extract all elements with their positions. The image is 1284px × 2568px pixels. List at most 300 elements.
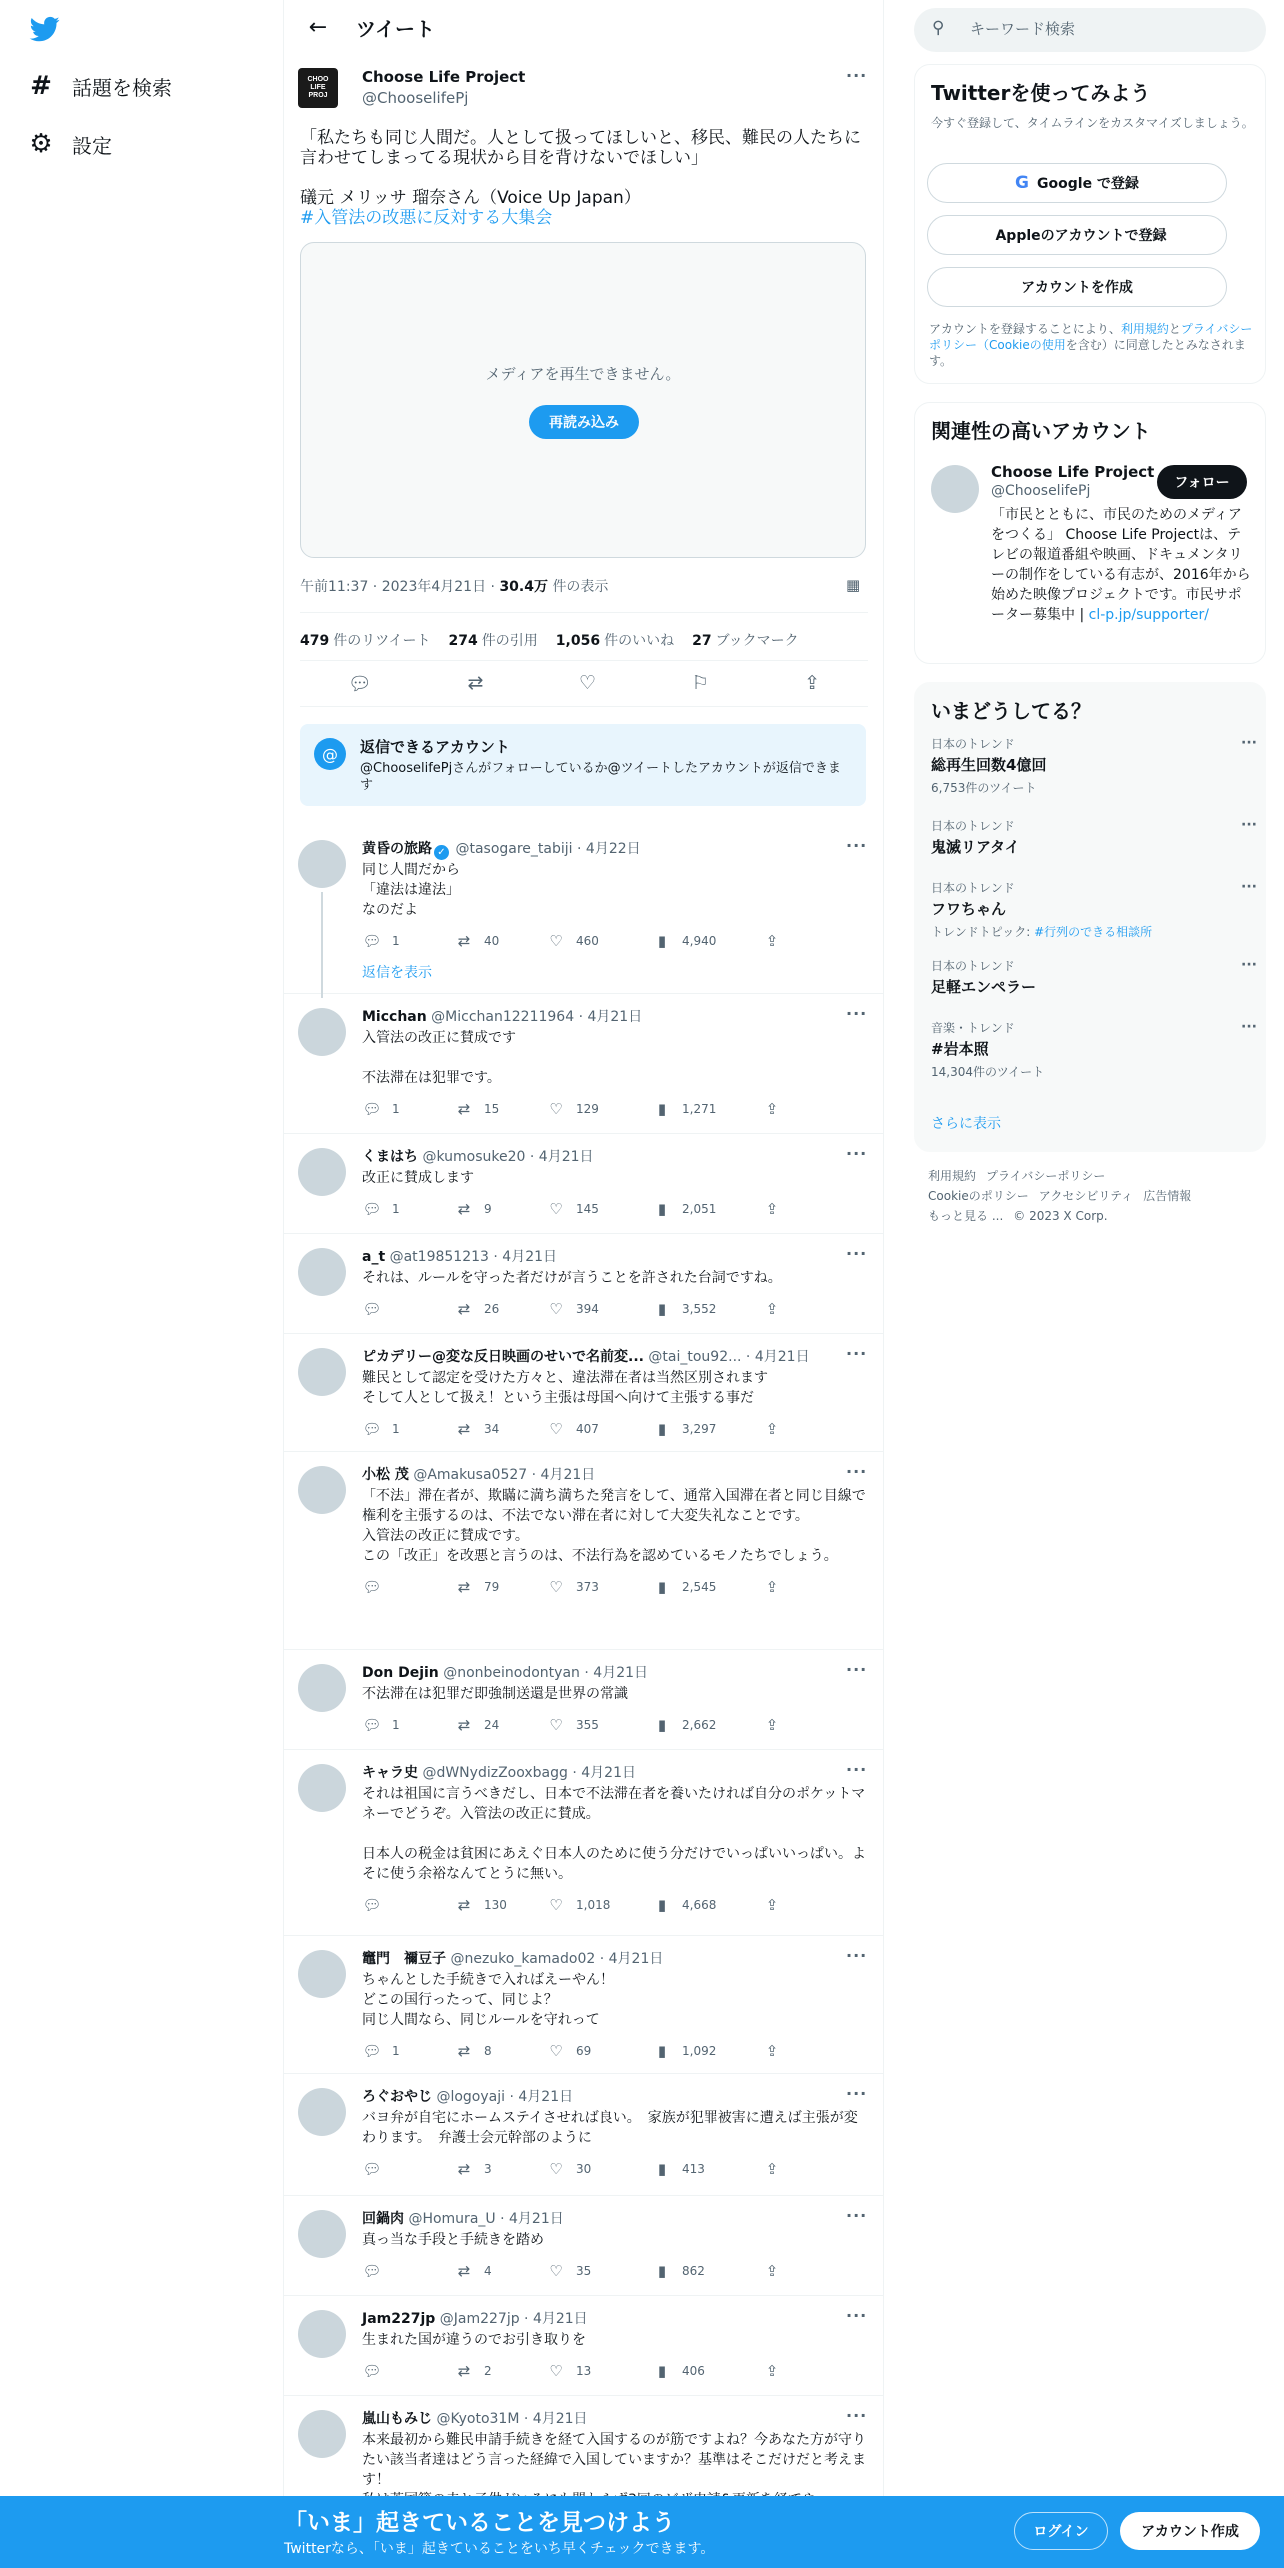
- like-action-count: 407: [576, 1422, 599, 1436]
- share-action[interactable]: [762, 1716, 782, 1734]
- share-action[interactable]: [762, 932, 782, 950]
- reply-action[interactable]: [362, 2042, 400, 2060]
- reply-date[interactable]: 4月21日: [532, 2411, 588, 2427]
- reply-separator: ·: [519, 2311, 533, 2327]
- reply-author-handle[interactable]: @Amakusa0527: [413, 1467, 528, 1483]
- author-avatar[interactable]: [298, 68, 338, 108]
- views-action-count: 2,662: [682, 1718, 717, 1732]
- reply-icon: 💬︎: [362, 2262, 382, 2280]
- share-icon: ⇪: [765, 1100, 779, 1118]
- twitter-logo-icon[interactable]: [28, 14, 62, 44]
- trend-category: 日本のトレンド: [931, 881, 1015, 895]
- reply-action-count: 1: [392, 2044, 400, 2058]
- tweet-time[interactable]: 午前11:37: [300, 579, 369, 595]
- more-options-icon[interactable]: ···: [1241, 817, 1257, 833]
- retweet-action[interactable]: [454, 2042, 492, 2060]
- reply-actions: [362, 1200, 802, 1220]
- reply-text: [362, 2230, 868, 2250]
- like-action-count: 13: [576, 2364, 592, 2378]
- share-action[interactable]: [762, 1578, 782, 1596]
- reply-avatar[interactable]: [298, 2210, 346, 2258]
- footer-links: [928, 1166, 1254, 1226]
- like-action[interactable]: [546, 2042, 591, 2060]
- reply-text-line: 同じ人間だから: [362, 862, 460, 878]
- reply-tweet[interactable]: [284, 1334, 884, 1452]
- engagement-stats: [300, 630, 799, 650]
- reply-text: [362, 1486, 868, 1566]
- reply-author-handle[interactable]: @Jam227jp: [439, 2311, 520, 2327]
- bookmark-icon[interactable]: ⚐: [691, 672, 709, 694]
- reply-header: [362, 1006, 642, 1026]
- reply-tweet[interactable]: [284, 994, 884, 1134]
- reply-author-name[interactable]: 竈門 禰豆子: [362, 1951, 446, 1967]
- reply-actions: [362, 2362, 802, 2382]
- views-action[interactable]: [652, 1578, 716, 1596]
- reply-separator: ·: [595, 1951, 609, 1967]
- reply-author-name[interactable]: キャラ史: [362, 1765, 418, 1781]
- more-options-icon[interactable]: ···: [846, 1462, 868, 1481]
- trend-item[interactable]: [931, 735, 1257, 796]
- reply-text-line: 真っ当な手段と手続きを踏め: [362, 2232, 544, 2248]
- bottom-bar-title: 「いま」起きていることを見つけよう: [284, 2510, 675, 2536]
- like-action[interactable]: [546, 932, 599, 950]
- author-handle[interactable]: @ChooselifePj: [362, 89, 469, 107]
- back-arrow-icon[interactable]: ←: [308, 14, 328, 40]
- retweet-icon: ⇄: [457, 1578, 471, 1596]
- like-action[interactable]: [546, 2160, 591, 2178]
- views-icon: ▮: [657, 1420, 667, 1438]
- reply-date[interactable]: 4月21日: [509, 2211, 564, 2227]
- more-options-icon[interactable]: ···: [846, 1344, 868, 1363]
- views-icon: ▮: [657, 2160, 667, 2178]
- reply-avatar[interactable]: [298, 1008, 346, 1056]
- retweet-icon: ⇄: [457, 2160, 471, 2178]
- share-action[interactable]: [762, 1420, 782, 1438]
- views-action[interactable]: [652, 932, 716, 950]
- reply-separator: ·: [488, 1249, 503, 1265]
- divider: [300, 660, 868, 661]
- like-icon: ♡: [549, 2262, 563, 2280]
- tweet-date[interactable]: 2023年4月21日: [381, 579, 487, 595]
- user-at-icon: @: [314, 738, 346, 770]
- reply-date[interactable]: 4月22日: [585, 841, 641, 857]
- more-options-icon[interactable]: ···: [846, 2406, 868, 2425]
- reply-text-line: 本来最初から難民申請手続きを経て入国するのが筋ですよね？今あなた方が守りたい該当者達はどう言った経緯で入国していますか？基準はそこだけだと考えます！: [362, 2432, 866, 2488]
- reply-text: [362, 1028, 868, 1088]
- reply-avatar[interactable]: [298, 2088, 346, 2136]
- reply-icon: 💬︎: [362, 2160, 382, 2178]
- share-icon: ⇪: [765, 2160, 779, 2178]
- views-action[interactable]: [652, 1420, 716, 1438]
- footer-link[interactable]: もっと見る ...: [928, 1209, 1004, 1223]
- share-action[interactable]: [762, 2042, 782, 2060]
- apple-signup-button[interactable]: Appleのアカウントで登録: [927, 215, 1227, 255]
- more-options-icon[interactable]: ···: [846, 1244, 868, 1263]
- like-action-count: 373: [576, 1580, 599, 1594]
- trend-item[interactable]: [931, 1019, 1257, 1080]
- more-options-icon[interactable]: ···: [1241, 879, 1257, 895]
- retweet-action[interactable]: [454, 1420, 499, 1438]
- more-options-icon[interactable]: ···: [1241, 735, 1257, 751]
- trend-item[interactable]: [931, 817, 1257, 857]
- reply-author-handle[interactable]: @at19851213: [389, 1249, 489, 1265]
- reply-author-name[interactable]: Micchan: [362, 1009, 427, 1025]
- like-icon: ♡: [549, 1100, 563, 1118]
- reply-text: [362, 1784, 868, 1884]
- retweet-action[interactable]: [454, 1300, 499, 1318]
- like-action[interactable]: [546, 1896, 610, 1914]
- more-options-icon[interactable]: ···: [846, 1660, 868, 1679]
- reply-avatar[interactable]: [298, 1950, 346, 1998]
- views-action[interactable]: [652, 1716, 716, 1734]
- reply-icon: 💬︎: [362, 2042, 382, 2060]
- reply-author-handle[interactable]: @nezuko_kamado02: [450, 1951, 596, 1967]
- footer-link[interactable]: 利用規約: [928, 1169, 977, 1183]
- page-title: ツイート: [356, 16, 435, 41]
- reply-actions: [362, 2262, 802, 2282]
- retweet-action[interactable]: [454, 2362, 492, 2380]
- reply-actions: [362, 2160, 802, 2180]
- reply-avatar[interactable]: [298, 1248, 346, 1296]
- views-icon: ▮: [657, 2362, 667, 2380]
- reply-avatar[interactable]: [298, 2310, 346, 2358]
- related-handle[interactable]: @ChooselifePj: [991, 483, 1091, 499]
- reply-text-line: どこの国行ったって、同じよ？: [362, 1992, 558, 2008]
- more-options-icon[interactable]: ···: [846, 2206, 868, 2225]
- like-icon: ♡: [549, 1578, 563, 1596]
- like-action[interactable]: [546, 1200, 599, 1218]
- reply-actions: [362, 932, 802, 952]
- like-icon: ♡: [549, 932, 563, 950]
- reply-icon: 💬︎: [362, 932, 382, 950]
- reply-author-name[interactable]: ピカデリー@変な反日映画のせいで名前変...: [362, 1349, 644, 1365]
- like-action-count: 129: [576, 1102, 599, 1116]
- show-more-trends[interactable]: さらに表示: [931, 1116, 1001, 1132]
- views-action[interactable]: [652, 2160, 705, 2178]
- trend-name: 鬼滅リアタイ: [931, 838, 1020, 856]
- reply-tweet[interactable]: [284, 2074, 884, 2196]
- reply-avatar[interactable]: [298, 2410, 346, 2458]
- nav-settings[interactable]: [28, 122, 112, 166]
- reply-date[interactable]: 4月21日: [593, 1665, 649, 1681]
- like-action[interactable]: [546, 1578, 599, 1596]
- reply-separator: ·: [567, 1765, 582, 1781]
- login-button[interactable]: ログイン: [1014, 2512, 1108, 2550]
- reply-restriction-desc: @ChooselifePjさんがフォローしているか@ツイートしたアカウントが返信できます: [360, 761, 841, 793]
- like-action-count: 394: [576, 1302, 599, 1316]
- more-options-icon[interactable]: ···: [846, 2084, 868, 2103]
- reply-action-count: 1: [392, 1718, 400, 1732]
- like-action[interactable]: [546, 2362, 591, 2380]
- share-icon: ⇪: [765, 1420, 779, 1438]
- tweet-quote: 「私たちも同じ人間だ。人として扱ってほしいと、移民、難民の人たちに言わせてしまってる現状から目を背けないでほしい」: [300, 128, 861, 168]
- retweet-action-count: 34: [484, 1422, 500, 1436]
- reply-header: [362, 2086, 573, 2106]
- retweet-action-count: 26: [484, 1302, 500, 1316]
- reply-action[interactable]: [362, 2262, 382, 2280]
- retweet-action[interactable]: [454, 2160, 492, 2178]
- bio-link[interactable]: cl-p.jp/supporter/: [1088, 607, 1209, 623]
- reply-tweet[interactable]: [284, 1452, 884, 1650]
- reply-text: [362, 2330, 868, 2350]
- reply-tweet[interactable]: [284, 1650, 884, 1750]
- reply-author-name[interactable]: a_t: [362, 1249, 386, 1265]
- share-action[interactable]: [762, 2362, 782, 2380]
- like-action[interactable]: [546, 1300, 599, 1318]
- reply-action[interactable]: [362, 1200, 400, 1218]
- retweet-icon: ⇄: [457, 2262, 471, 2280]
- more-options-icon[interactable]: ···: [846, 1144, 868, 1163]
- reply-author-name[interactable]: 回鍋肉: [362, 2211, 404, 2227]
- footer-link[interactable]: プライバシーポリシー: [986, 1169, 1106, 1183]
- reply-date[interactable]: 4月21日: [518, 2089, 574, 2105]
- related-avatar[interactable]: [931, 465, 979, 513]
- reply-author-name[interactable]: 嵐山もみじ: [362, 2411, 432, 2427]
- reply-text-line: 入管法の改正に賛成です。: [362, 1528, 529, 1544]
- search-input[interactable]: [970, 20, 1240, 38]
- retweet-action[interactable]: [454, 1200, 492, 1218]
- gear-icon: ⚙: [29, 129, 53, 159]
- reply-actions: [362, 1420, 802, 1440]
- reply-date[interactable]: 4月21日: [608, 1951, 664, 1967]
- views-action-count: 413: [682, 2162, 705, 2176]
- reply-author-handle[interactable]: @nonbeinodontyan: [443, 1665, 580, 1681]
- retweet-action-count: 8: [484, 2044, 492, 2058]
- hash-icon: #: [30, 71, 52, 101]
- reply-author-name[interactable]: 小松 茂: [362, 1467, 409, 1483]
- right-sidebar: [914, 0, 1266, 2568]
- privacy-link[interactable]: プライバシーポリシー: [929, 322, 1253, 352]
- reply-date[interactable]: 4月21日: [538, 1149, 594, 1165]
- terms-link[interactable]: 利用規約: [1120, 322, 1169, 336]
- left-navigation: [0, 0, 284, 2568]
- trend-item[interactable]: [931, 879, 1257, 940]
- cookie-link[interactable]: （Cookieの使用: [977, 338, 1066, 352]
- share-icon: ⇪: [765, 1300, 779, 1318]
- views-action[interactable]: [652, 1200, 716, 1218]
- reply-text-line: 同じ人間なら、同じルールを守れって: [362, 2012, 600, 2028]
- more-options-icon[interactable]: ···: [1241, 1019, 1257, 1035]
- reply-icon: 💬︎: [362, 1100, 382, 1118]
- footer-link[interactable]: アクセシビリティ: [1038, 1189, 1134, 1203]
- follow-button[interactable]: フォロー: [1157, 465, 1247, 499]
- reply-avatar[interactable]: [298, 1664, 346, 1712]
- reply-author-handle[interactable]: @logoyaji: [436, 2089, 506, 2105]
- reply-icon: 💬︎: [362, 1896, 382, 1914]
- signup-legal: アカウントを登録することにより、利用規約とプライバシーポリシー（Cookieの使用を含む）に同意したとみなされます。: [929, 322, 1253, 368]
- reply-icon: 💬︎: [362, 1300, 382, 1318]
- retweet-action-count: 40: [484, 934, 500, 948]
- nav-explore[interactable]: [28, 64, 172, 108]
- share-icon: ⇪: [765, 1896, 779, 1914]
- footer-link[interactable]: 広告情報: [1143, 1189, 1192, 1203]
- signup-panel: [914, 64, 1266, 384]
- like-action[interactable]: [546, 2262, 591, 2280]
- views-action[interactable]: [652, 2262, 705, 2280]
- reply-action[interactable]: [362, 1420, 400, 1438]
- reply-date[interactable]: 4月21日: [587, 1009, 643, 1025]
- share-action[interactable]: [762, 1100, 782, 1118]
- reply-date[interactable]: 4月21日: [754, 1349, 810, 1365]
- like-icon[interactable]: ♡: [578, 672, 597, 694]
- more-options-icon[interactable]: ···: [1241, 957, 1257, 973]
- retweet-action[interactable]: [454, 1716, 499, 1734]
- reply-action[interactable]: [362, 2362, 382, 2380]
- views-action-count: 2,545: [682, 1580, 717, 1594]
- tweet-hashtag[interactable]: #入管法の改悪に反対する大集会: [300, 208, 553, 228]
- reply-tweet[interactable]: [284, 2296, 884, 2396]
- reply-author-name[interactable]: Jam227jp: [362, 2311, 436, 2327]
- reply-action[interactable]: [362, 1896, 382, 1914]
- retweets-stat[interactable]: 479 件のリツイート: [300, 633, 431, 649]
- bottom-signup-bar: [0, 2496, 1284, 2568]
- reply-author-name[interactable]: ろぐおやじ: [362, 2089, 432, 2105]
- views-action[interactable]: [652, 1100, 716, 1118]
- retweet-action[interactable]: [454, 932, 499, 950]
- bookmarks-stat[interactable]: 27 ブックマーク: [692, 633, 799, 649]
- share-icon[interactable]: ⇪: [804, 672, 821, 694]
- more-options-icon[interactable]: ···: [846, 836, 868, 855]
- reply-text-line: バヨ弁が自宅にホームステイさせれば良い。 家族が犯罪被害に遭えば主張が変わります。 弁護士会元幹部のように: [362, 2110, 858, 2146]
- views-icon: ▮: [657, 1300, 667, 1318]
- retweet-action[interactable]: [454, 1896, 507, 1914]
- reply-action[interactable]: [362, 1578, 382, 1596]
- like-action[interactable]: [546, 1100, 599, 1118]
- reply-avatar[interactable]: [298, 1466, 346, 1514]
- like-action[interactable]: [546, 1420, 599, 1438]
- trend-item[interactable]: [931, 957, 1257, 997]
- reply-author-name[interactable]: Don Dejin: [362, 1665, 439, 1681]
- share-icon: ⇪: [765, 2042, 779, 2060]
- retweet-icon: ⇄: [457, 1896, 471, 1914]
- analytics-icon[interactable]: ▦: [846, 576, 861, 594]
- reply-tweet[interactable]: [284, 1134, 884, 1234]
- like-icon: ♡: [549, 1896, 563, 1914]
- reply-tweet[interactable]: [284, 1750, 884, 1936]
- reply-author-handle[interactable]: @Homura_U: [408, 2211, 496, 2227]
- reply-avatar[interactable]: [298, 1348, 346, 1396]
- reply-avatar[interactable]: [298, 1148, 346, 1196]
- like-action[interactable]: [546, 1716, 599, 1734]
- reply-header: [362, 2208, 564, 2228]
- reply-date[interactable]: 4月21日: [532, 2311, 588, 2327]
- reply-action[interactable]: [362, 2160, 382, 2178]
- views-icon: ▮: [657, 1578, 667, 1596]
- footer-link[interactable]: Cookieのポリシー: [928, 1189, 1029, 1203]
- related-name[interactable]: Choose Life Project: [991, 463, 1155, 481]
- reply-separator: ·: [527, 1467, 541, 1483]
- reply-date[interactable]: 4月21日: [581, 1765, 636, 1781]
- share-icon: ⇪: [765, 2262, 779, 2280]
- reply-tweet[interactable]: [284, 2196, 884, 2296]
- likes-stat[interactable]: 1,056 件のいいね: [555, 633, 675, 649]
- trend-category: 日本のトレンド: [931, 819, 1015, 833]
- reply-text-line: 不法滞在は犯罪です。: [362, 1070, 501, 1086]
- retweet-action[interactable]: [454, 1100, 499, 1118]
- google-signup-button[interactable]: G Google で登録: [927, 163, 1227, 203]
- reply-action[interactable]: [362, 932, 400, 950]
- like-icon: ♡: [549, 1420, 563, 1438]
- reply-author-name[interactable]: 黄昏の旅路: [362, 841, 432, 857]
- reply-icon[interactable]: 💬︎: [347, 673, 372, 695]
- trend-name: フワちゃん: [931, 900, 1007, 918]
- share-action[interactable]: [762, 1896, 782, 1914]
- more-options-icon[interactable]: ···: [846, 2306, 868, 2325]
- like-icon: ♡: [549, 2042, 563, 2060]
- reply-action[interactable]: [362, 1300, 382, 1318]
- share-action[interactable]: [762, 1300, 782, 1318]
- reply-action[interactable]: [362, 1100, 400, 1118]
- share-action[interactable]: [762, 1200, 782, 1218]
- retweet-icon[interactable]: ⇄: [467, 672, 484, 694]
- reply-avatar[interactable]: [298, 1764, 346, 1812]
- retweet-action[interactable]: [454, 2262, 492, 2280]
- trend-tweet-count: 6,753件のツイート: [931, 781, 1037, 795]
- retweet-action[interactable]: [454, 1578, 499, 1596]
- create-account-button[interactable]: アカウントを作成: [927, 267, 1227, 307]
- views-action[interactable]: [652, 1896, 716, 1914]
- more-options-icon[interactable]: ···: [846, 1946, 868, 1965]
- reply-icon: 💬︎: [362, 1200, 382, 1218]
- reply-text-line: 生まれた国が違うのでお引き取りを: [362, 2332, 586, 2348]
- author-name[interactable]: Choose Life Project: [362, 68, 526, 86]
- reply-date[interactable]: 4月21日: [540, 1467, 596, 1483]
- nav-settings-label: 設定: [72, 133, 112, 158]
- reply-author-name[interactable]: くまはち: [362, 1149, 418, 1165]
- like-icon: ♡: [549, 1300, 563, 1318]
- reply-date[interactable]: 4月21日: [502, 1249, 558, 1265]
- trend-topic-link[interactable]: #行列のできる相談所: [1034, 925, 1153, 939]
- reload-button[interactable]: 再読み込み: [529, 405, 639, 439]
- views-action[interactable]: [652, 2362, 705, 2380]
- views-action[interactable]: [652, 2042, 716, 2060]
- reply-author-handle[interactable]: @tai_tou92...: [648, 1349, 742, 1365]
- quotes-stat[interactable]: 274 件の引用: [448, 633, 538, 649]
- share-icon: ⇪: [765, 1716, 779, 1734]
- share-action[interactable]: [762, 2160, 782, 2178]
- reply-icon: 💬︎: [362, 2362, 382, 2380]
- related-accounts-panel: [914, 402, 1266, 664]
- reply-separator: ·: [495, 2211, 509, 2227]
- reply-author-handle[interactable]: @dWNydizZooxbagg: [422, 1765, 568, 1781]
- reply-tweet[interactable]: [284, 1936, 884, 2074]
- reply-action[interactable]: [362, 1716, 400, 1734]
- show-replies-link[interactable]: 返信を表示: [362, 965, 432, 981]
- divider: [300, 612, 868, 613]
- reply-author-handle[interactable]: @tasogare_tabiji: [455, 841, 573, 857]
- reply-text: [362, 860, 868, 920]
- retweet-icon: ⇄: [457, 2042, 471, 2060]
- retweet-action-count: 9: [484, 1202, 492, 1216]
- reply-tweet[interactable]: [284, 1234, 884, 1334]
- reply-header: [362, 1146, 594, 1166]
- reply-tweet[interactable]: [284, 826, 884, 994]
- views-action[interactable]: [652, 1300, 716, 1318]
- retweet-action-count: 2: [484, 2364, 492, 2378]
- reply-author-handle[interactable]: @kumosuke20: [422, 1149, 526, 1165]
- signup-subtitle: 今すぐ登録して、タイムラインをカスタマイズしましょう。: [931, 116, 1254, 130]
- reply-header: [362, 838, 641, 860]
- more-options-icon[interactable]: ···: [846, 1004, 868, 1023]
- more-options-icon[interactable]: ···: [846, 66, 868, 85]
- reply-author-handle[interactable]: @Kyoto31M: [436, 2411, 520, 2427]
- reply-author-handle[interactable]: @Micchan12211964: [431, 1009, 575, 1025]
- reply-avatar[interactable]: [298, 840, 346, 888]
- signup-button[interactable]: アカウント作成: [1120, 2512, 1260, 2550]
- search-bar[interactable]: [914, 8, 1266, 52]
- share-action[interactable]: [762, 2262, 782, 2280]
- more-options-icon[interactable]: ···: [846, 1760, 868, 1779]
